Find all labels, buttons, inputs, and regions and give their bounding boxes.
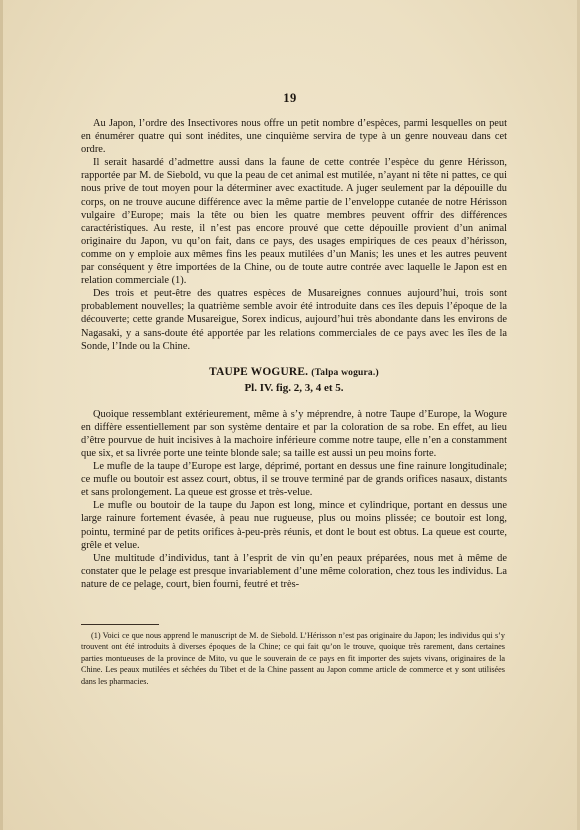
section-latin-name: (Talpa wogura.) [311, 367, 379, 378]
page-number: 19 [283, 91, 297, 105]
paragraph: Au Japon, l’ordre des Insectivores nous offre un petit nombre d’espèces, parmi lesquelles on peut en énumérer quatre qui sont inédites, une cinquième servira de type à un genre nouveau dans cet ordre. [81, 118, 507, 156]
section-heading [81, 365, 507, 381]
footnote-divider [81, 624, 159, 625]
plate-reference: Pl. IV. fig. 2, 3, 4 et 5. [244, 381, 344, 394]
paragraph: Des trois et peut-être des quatres espèces de Musareignes connues aujourd’hui, trois sont probablement nouvelles; la quatrième semble avoir été introduite dans ces îles depuis l’époque de la découverte; cette grande Musareigue, Sorex indicus, aujourd’hui très abondante dans les environs de Nagasaki, y a sans-doute été apportée par les relations commerciales de ce pays avec les îles de la Sonde, l’Inde ou la Chine. [81, 288, 507, 352]
footnote [81, 630, 505, 687]
paragraph: Il serait hasardé d’admettre aussi dans la faune de cette contrée l’espèce du genre Hérisson, rapportée par M. de Siebold, vu que la peau de cet animal est mutilée, n’ayant ni tête ni pattes, ce qui nous prive de tout moyen pour la déterminer avec exactitude. A juger seulement par la dépouille du corps, on ne trouve aucune différence avec la même partie de l’enveloppe cutanée de notre Hérisson vulgaire d’Europe; mais la tête ou bien les quatre membres peuvent offrir des différences caractéristiques. Au reste, il n’est pas encore prouvé que cette dépouille provient d’un animal originaire du Japon, vu qu’on fait, dans ce pays, des usages empiriques de ces peaux d’hérisson, comme on y emploie aux mêmes fins les peaux mutilées d’un Manis; les unes et les autres peuvent par conséquent y être importées de la Chine, ou de toute autre contrée avec laquelle le Japon est en relation commerciale (1). [81, 157, 507, 287]
paragraph: Le mufle ou boutoir de la taupe du Japon est long, mince et cylindrique, portant en dessus une large rainure fortement évasée, à peau nue rugueuse, plus ou moins plissée; ce boutoir est long, pointu, terminé par de petits orifices à-peu-près réunis, et dont le bout est obtus. La queue est courte, grêle et velue. [81, 500, 507, 551]
paragraph: Une multitude d’individus, tant à l’esprit de vin qu’en peaux préparées, nous met à même de constater que le pelage est presque invariablement d’une même coloration, chez tous les individus. La nature de ce pelage, court, bien fourni, feutré et très- [81, 552, 507, 590]
paragraph: Le mufle de la taupe d’Europe est large, déprimé, portant en dessus une fine rainure longitudinale; ce mufle ou boutoir est assez court, obtus, il se trouve terminé par de grands orifices nasaux, distants et sans prolongement. La queue est grosse et très-velue. [81, 461, 507, 499]
footnote-text: (1) Voici ce que nous apprend le manuscript de M. de Siebold. L’Hérisson n’est pas originaire du Japon; les individus qui s’y trouvent ont été introduits à diverses époques de la Chine; ce qui fait qu’on le trouve, quoique très rarement, dans certaines parties montueuses de la province de Mito, vu que le souverain de ce pays en fit importer des sujets vivans, originaires de la Chine. Les peaux mutilées et séchées du Tibet et de la Chine passent au Japon comme article de commerce et y sont utilisées dans les pharmacies. [81, 631, 505, 686]
paragraph: Quoique ressemblant extérieurement, même à s’y méprendre, à notre Taupe d’Europe, la Wogure en diffère essentiellement par son système dentaire et par la coloration de sa robe. En effet, au lieu d’être pourvue de huit incisives à la machoire inférieure comme notre taupe, elle n’en a constamment que six, et sa livrée porte une teinte blonde sale; sa taille est aussi un peu moins forte. [81, 408, 507, 459]
main-text [81, 117, 507, 591]
section-title: TAUPE WOGURE. [209, 365, 309, 378]
